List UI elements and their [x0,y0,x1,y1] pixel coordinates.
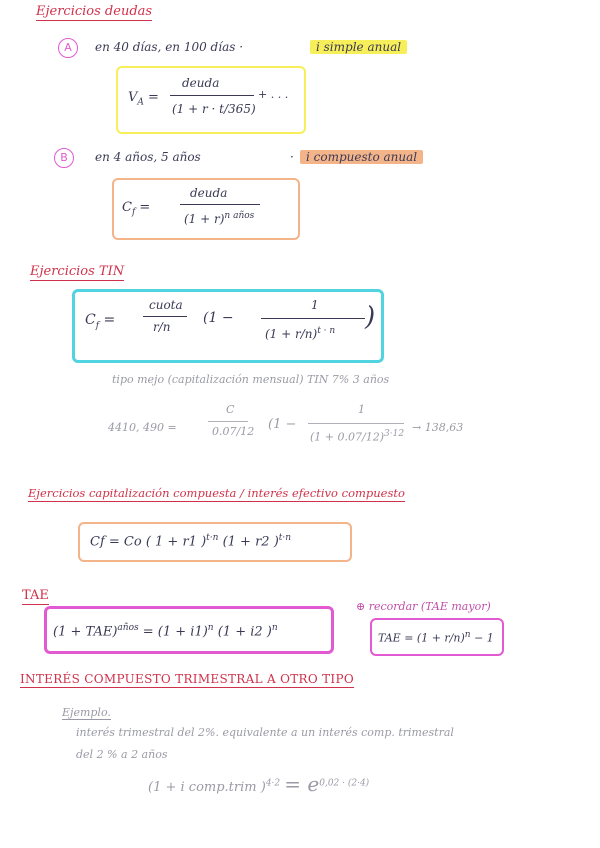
tin-example [108,395,528,467]
trim-formula: (1 + i comp.trim )$^{4\cdot 2} = e^{0,02 \cdot (2\cdot 4)}$ [148,772,370,796]
tin-frac2-line [261,318,365,319]
cap-formula-box [78,522,352,562]
tin-num2: 1 [311,298,319,312]
deudas-a-text: en 40 días, en 100 días · [95,40,244,54]
tin-den2: $(1 + r/n)^{t \cdot n}$ [265,326,336,341]
deudas-b-formula-box [112,178,300,240]
trim-ejemplo: Ejemplo. [62,706,111,719]
cap-title: Ejercicios capitalización compuesta / interés efectivo compuesto [28,486,405,500]
va-numerator: deuda [182,76,220,90]
tin-one: (1 − [203,310,234,326]
tin-ex-result: → 138,63 [412,421,464,434]
va-trailing: + . . . [258,88,289,101]
tin-den1: r/n [153,320,171,334]
tin-note: tipo mejo (capitalización mensual) TIN 7% 3 años [112,373,390,386]
deudas-title: Ejercicios deudas [36,4,153,19]
deudas-b-dash: · [290,150,294,164]
trim-line1: interés trimestral del 2%. equivalente a un interés comp. trimestral [76,726,454,739]
tin-close-paren: ) [365,302,376,332]
tae-side-formula: TAE = $(1 + r/n)^n - 1$ [378,630,494,645]
va-fraction-line [170,95,254,96]
tae-formula: $(1 + TAE)^{años} = (1 + i1)^n$ (1 + i2 )$^n$ [53,623,278,640]
cf-denominator: $(1 + r)^{n años}$ [184,211,255,226]
tin-ex-den2: $(1 + 0.07/12)^{3\cdot 12}$ [310,429,405,444]
tin-ex-den1: 0.07/12 [212,425,255,438]
tin-ex-num2: 1 [358,403,365,416]
tin-title: Ejercicios TIN [30,264,125,279]
cap-formula: Cf = Co ( 1 + r1 )$^{t\cdot n}$ (1 + r2 )$^{t\cdot n}$ [90,533,292,550]
trim-line2: del 2 % a 2 años [76,748,168,761]
tin-frac1-line [143,316,187,317]
cf-lhs: $C_f$ = [122,200,151,218]
tae-title: TAE [22,588,49,603]
marker-b: B [54,148,74,168]
tin-ex-one: (1 − [268,417,297,432]
trim-title: INTERÉS COMPUESTO TRIMESTRAL A OTRO TIPO [20,672,354,686]
tin-num1: cuota [149,298,183,312]
tae-side-box [370,618,504,656]
deudas-a-highlight: i simple anual [310,40,407,54]
tae-formula-box [44,606,334,654]
tin-lhs: $C_f$ = [85,312,116,331]
tin-ex-frac2-line [308,423,404,424]
deudas-b-text: en 4 años, 5 años [95,150,201,164]
tin-ex-lhs: 4410, 490 = [108,421,177,434]
cf-fraction-line [180,204,260,205]
va-lhs: $V_A$ = [128,90,159,108]
tin-formula-box [72,289,384,363]
tin-ex-num1: C [226,403,235,416]
cf-numerator: deuda [190,186,228,200]
va-denominator: (1 + r · t/365) [172,102,256,116]
deudas-a-formula-box [116,66,306,134]
tae-note: ⊕ recordar (TAE mayor) [356,600,491,613]
tin-ex-frac1-line [208,421,248,422]
marker-a: A [58,38,78,58]
deudas-b-highlight: i compuesto anual [300,150,423,164]
